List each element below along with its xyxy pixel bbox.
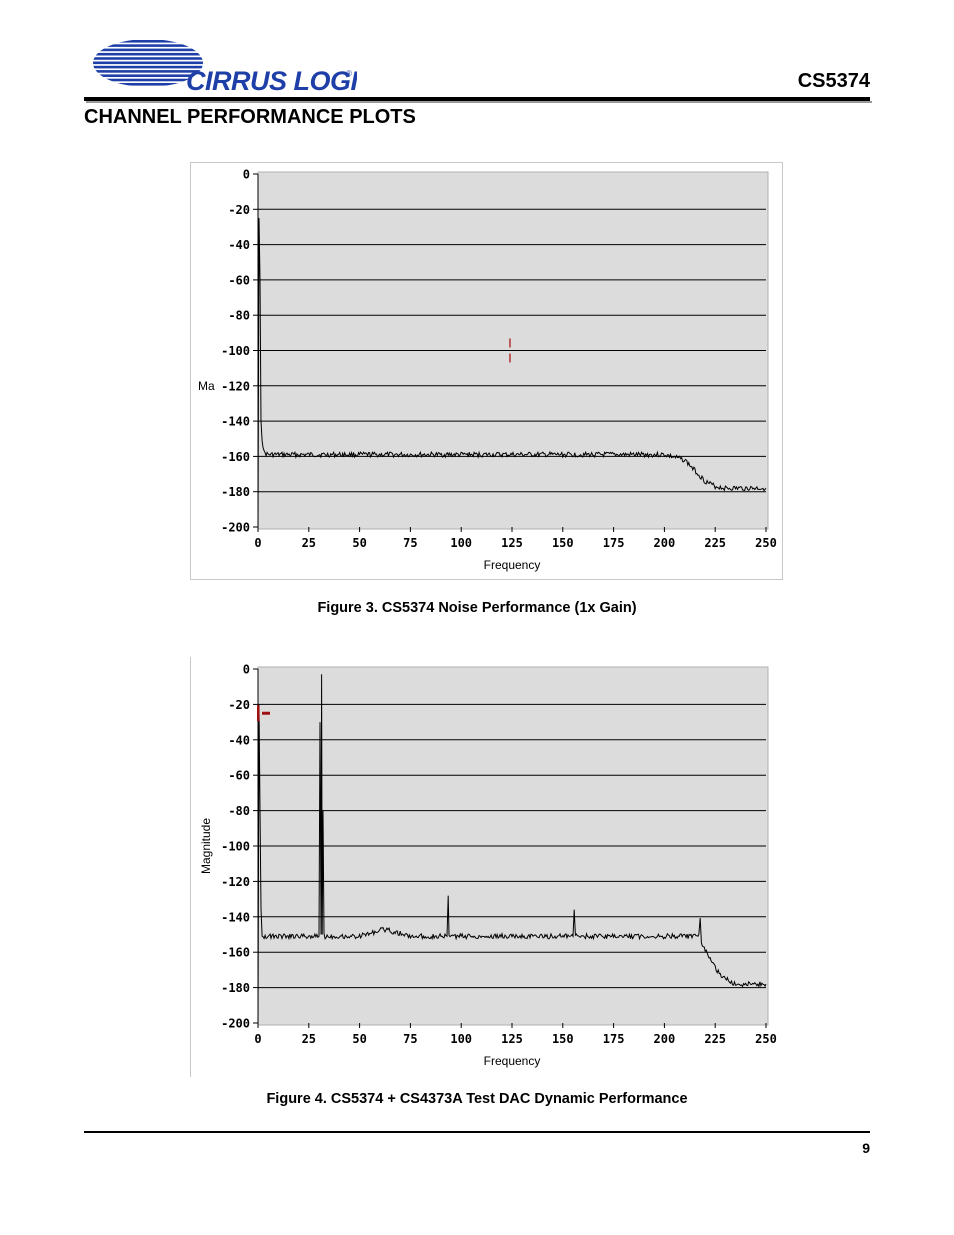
y-tick-label: -160: [221, 449, 250, 464]
logo-graphic: [82, 33, 357, 95]
y-tick-label: -60: [228, 273, 250, 288]
logo-stripe: [82, 49, 212, 52]
x-tick-label: 25: [301, 536, 317, 550]
y-tick-label: -20: [228, 697, 250, 712]
x-tick-label: 0: [254, 1032, 262, 1046]
x-tick-label: 250: [755, 1032, 777, 1046]
registered-mark: ®: [346, 69, 352, 78]
y-tick-label: -80: [228, 308, 250, 323]
x-tick-label: 100: [450, 536, 473, 550]
y-tick-label: -40: [228, 733, 250, 748]
logo-stripe: [82, 53, 212, 56]
x-tick-label: 250: [755, 536, 777, 550]
y-tick-label: -140: [221, 414, 250, 429]
logo-stripe: [82, 40, 212, 43]
figure-4-caption: Figure 4. CS5374 + CS4373A Test DAC Dynamic Performance: [266, 1091, 688, 1107]
y-tick-label: -60: [228, 768, 250, 783]
y-tick-label: -140: [221, 910, 250, 925]
y-tick-label: -100: [221, 344, 250, 358]
cursor-marker: [257, 705, 260, 721]
x-tick-label: 50: [352, 536, 367, 550]
x-tick-label: 175: [602, 536, 625, 550]
x-tick-label: 25: [301, 1032, 317, 1046]
y-tick-label: -100: [221, 839, 250, 854]
y-axis-label: Ma: [198, 378, 215, 393]
x-tick-label: 150: [551, 536, 574, 550]
y-tick-label: -200: [221, 520, 250, 535]
part-number: CS5374: [797, 70, 870, 92]
x-tick-label: 175: [602, 1032, 625, 1046]
x-tick-label: 225: [704, 1032, 727, 1046]
figure-4-dynamic-plot: [190, 657, 783, 1077]
cursor-marker: [262, 712, 270, 715]
footer-rule: [84, 1131, 870, 1133]
y-tick-label: -180: [221, 981, 250, 996]
page-number: 9: [862, 1140, 870, 1156]
x-tick-label: 75: [403, 536, 418, 550]
figure-3-caption: Figure 3. CS5374 Noise Performance (1x Gain): [317, 600, 637, 616]
logo-stripe: [82, 57, 212, 60]
x-axis-label: Frequency: [483, 1054, 541, 1068]
y-axis-label: Magnitude: [199, 817, 213, 875]
x-tick-label: 75: [403, 1032, 418, 1046]
x-tick-label: 225: [704, 536, 727, 550]
x-tick-label: 125: [501, 1032, 523, 1046]
y-tick-label: -200: [221, 1016, 250, 1031]
x-tick-label: 150: [551, 1032, 574, 1046]
dynamic-performance-chart: [190, 657, 783, 1077]
brand-wordmark: CIRRUS LOGI: [186, 66, 357, 95]
noise-performance-chart: [190, 162, 783, 580]
x-tick-label: 125: [501, 536, 523, 550]
y-tick-label: 0: [242, 167, 250, 182]
logo-stripe: [82, 62, 212, 65]
y-tick-label: -20: [228, 202, 250, 217]
x-axis-label: Frequency: [483, 558, 541, 572]
x-tick-label: 200: [653, 536, 676, 550]
figure-3-noise-plot: [190, 162, 783, 580]
header-rule-shadow: [86, 101, 872, 103]
section-title: CHANNEL PERFORMANCE PLOTS: [84, 106, 416, 128]
y-tick-label: -160: [221, 945, 250, 960]
logo-stripe: [82, 44, 212, 47]
y-tick-label: -180: [221, 485, 250, 500]
y-tick-label: -80: [228, 804, 250, 819]
x-tick-label: 0: [254, 536, 262, 550]
y-tick-label: -120: [221, 874, 250, 889]
y-tick-label: 0: [242, 662, 250, 677]
x-tick-label: 50: [352, 1032, 367, 1046]
y-tick-label: -120: [221, 379, 250, 394]
cirrus-logic-logo: [82, 33, 357, 95]
y-tick-label: -40: [228, 238, 250, 253]
x-tick-label: 200: [653, 1032, 676, 1046]
x-tick-label: 100: [450, 1032, 473, 1046]
